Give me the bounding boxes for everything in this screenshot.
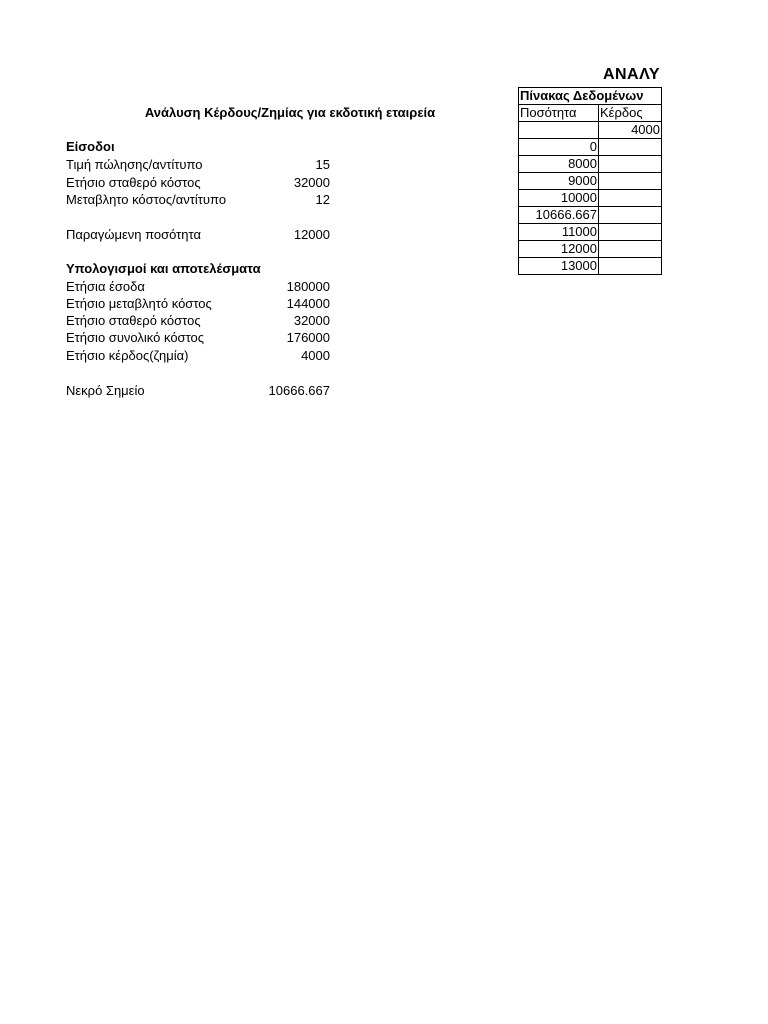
data-table-row bbox=[519, 224, 662, 241]
sheet-title: Ανάλυση Κέρδους/Ζημίας για εκδοτική εταιρεία bbox=[144, 105, 436, 120]
data-table-cell-quantity[interactable]: 12000 bbox=[519, 241, 599, 258]
data-table-header-profit: Κέρδος bbox=[599, 105, 662, 122]
input-label-variable-cost: Μεταβλητο κόστος/αντίτυπο bbox=[66, 192, 227, 207]
result-value-revenue: 180000 bbox=[286, 279, 330, 294]
data-table-cell-quantity[interactable]: 11000 bbox=[519, 224, 599, 241]
input-value-quantity[interactable]: 12000 bbox=[293, 227, 330, 242]
result-label-fixed-cost: Ετήσιο σταθερό κόστος bbox=[66, 313, 201, 328]
result-label-profit: Ετήσιο κέρδος(ζημία) bbox=[66, 348, 189, 363]
input-value-variable-cost[interactable]: 12 bbox=[315, 192, 330, 207]
result-label-breakeven: Νεκρό Σημείο bbox=[66, 383, 145, 398]
sheet-banner-title: ΑΝΑΛΥ bbox=[602, 66, 660, 83]
data-table-row bbox=[519, 258, 662, 275]
data-table-cell-profit[interactable] bbox=[599, 156, 662, 173]
input-value-price[interactable]: 15 bbox=[315, 157, 330, 172]
data-table-cell-profit[interactable] bbox=[599, 207, 662, 224]
input-label-fixed-cost: Ετήσιο σταθερό κόστος bbox=[66, 175, 201, 190]
data-table-row bbox=[519, 241, 662, 258]
data-table-cell-quantity[interactable]: 0 bbox=[519, 139, 599, 156]
input-value-fixed-cost[interactable]: 32000 bbox=[293, 175, 330, 190]
result-value-profit: 4000 bbox=[301, 348, 330, 363]
input-label-quantity: Παραγώμενη ποσότητα bbox=[66, 227, 202, 242]
data-table-title-row bbox=[519, 88, 662, 105]
data-table-cell-quantity[interactable]: 8000 bbox=[519, 156, 599, 173]
data-table-title: Πίνακας Δεδομένων bbox=[519, 88, 662, 105]
data-table-cell-profit[interactable] bbox=[599, 190, 662, 207]
data-table-cell-quantity[interactable]: 10000 bbox=[519, 190, 599, 207]
data-table-cell-profit[interactable]: 4000 bbox=[599, 122, 662, 139]
data-table-cell-profit[interactable] bbox=[599, 258, 662, 275]
data-table-cell-profit[interactable] bbox=[599, 224, 662, 241]
data-table-row bbox=[519, 156, 662, 173]
result-label-variable-cost: Ετήσιο μεταβλητό κόστος bbox=[66, 296, 212, 311]
data-table-row bbox=[519, 173, 662, 190]
data-table-row bbox=[519, 139, 662, 156]
data-table-cell-quantity[interactable] bbox=[519, 122, 599, 139]
result-value-fixed-cost: 32000 bbox=[293, 313, 330, 328]
data-table-cell-profit[interactable] bbox=[599, 139, 662, 156]
result-label-total-cost: Ετήσιο συνολικό κόστος bbox=[66, 330, 205, 345]
input-label-price: Τιμή πώλησης/αντίτυπο bbox=[66, 157, 203, 172]
data-table-row bbox=[519, 122, 662, 139]
data-table bbox=[518, 87, 662, 275]
data-table-cell-profit[interactable] bbox=[599, 173, 662, 190]
result-value-total-cost: 176000 bbox=[286, 330, 330, 345]
data-table-header-row bbox=[519, 105, 662, 122]
data-table-cell-quantity[interactable]: 13000 bbox=[519, 258, 599, 275]
results-heading: Υπολογισμοί και αποτελέσματα bbox=[66, 261, 261, 276]
data-table-row bbox=[519, 190, 662, 207]
result-value-breakeven: 10666.667 bbox=[268, 383, 330, 398]
data-table-row bbox=[519, 207, 662, 224]
result-value-variable-cost: 144000 bbox=[286, 296, 330, 311]
inputs-heading: Είσοδοι bbox=[66, 139, 115, 154]
data-table-cell-quantity[interactable]: 9000 bbox=[519, 173, 599, 190]
data-table-cell-profit[interactable] bbox=[599, 241, 662, 258]
data-table-cell-quantity[interactable]: 10666.667 bbox=[519, 207, 599, 224]
data-table-header-quantity: Ποσότητα bbox=[519, 105, 599, 122]
result-label-revenue: Ετήσια έσοδα bbox=[66, 279, 145, 294]
